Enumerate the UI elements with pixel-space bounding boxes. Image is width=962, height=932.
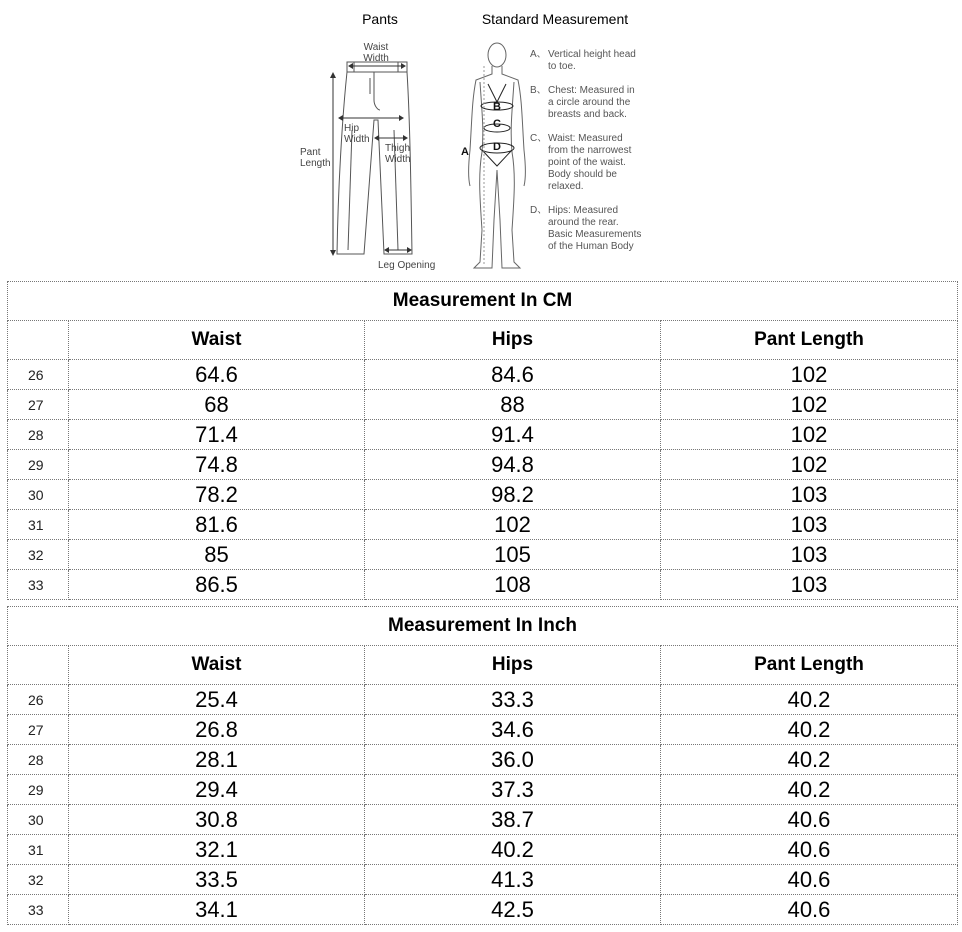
note-c-line3: point of the waist.	[548, 157, 626, 168]
size-cell: 31	[8, 510, 69, 540]
size-cell: 26	[8, 360, 69, 390]
hips-cell: 108	[365, 570, 661, 600]
note-d-line4: of the Human Body	[548, 241, 634, 252]
note-c-marker: C、	[530, 133, 548, 144]
pant-length-cell: 103	[661, 480, 958, 510]
size-cell: 29	[8, 450, 69, 480]
waist-width-label-line1: Waist	[363, 42, 389, 53]
waist-cell: 86.5	[69, 570, 365, 600]
table-row	[8, 685, 958, 715]
size-cell: 33	[8, 895, 69, 925]
leg-opening-label: Leg Opening	[378, 260, 436, 271]
pant-length-cell: 103	[661, 540, 958, 570]
hips-cell: 98.2	[365, 480, 661, 510]
note-b-line1: Chest: Measured in	[548, 85, 635, 96]
table-row	[8, 570, 958, 600]
size-cell: 29	[8, 775, 69, 805]
table-row	[8, 480, 958, 510]
note-a-marker: A、	[530, 49, 547, 60]
pant-length-cell: 102	[661, 360, 958, 390]
body-figure	[469, 43, 526, 268]
size-cell: 32	[8, 865, 69, 895]
note-c-line4: Body should be	[548, 169, 617, 180]
note-d-line1: Hips: Measured	[548, 205, 619, 216]
header-waist: Waist	[69, 646, 365, 685]
waist-cell: 78.2	[69, 480, 365, 510]
table-row	[8, 895, 958, 925]
waist-cell: 64.6	[69, 360, 365, 390]
size-cell: 33	[8, 570, 69, 600]
table-row	[8, 805, 958, 835]
pant-length-cell: 40.2	[661, 745, 958, 775]
waist-cell: 29.4	[69, 775, 365, 805]
thigh-width-label-line1: Thigh	[385, 143, 411, 154]
size-cell: 30	[8, 805, 69, 835]
table-row	[8, 835, 958, 865]
table-row	[8, 865, 958, 895]
standard-measurement-title: Standard Measurement	[481, 11, 629, 27]
note-d-marker: D、	[530, 205, 548, 216]
table-row	[8, 715, 958, 745]
table-row	[8, 360, 958, 390]
size-cell: 28	[8, 420, 69, 450]
hips-cell: 41.3	[365, 865, 661, 895]
hips-cell: 37.3	[365, 775, 661, 805]
table-row	[8, 510, 958, 540]
table-row	[8, 540, 958, 570]
note-b-marker: B、	[530, 85, 547, 96]
waist-cell: 25.4	[69, 685, 365, 715]
body-letter-b: B	[493, 101, 501, 113]
header-waist: Waist	[69, 321, 365, 360]
table-row	[8, 420, 958, 450]
body-letter-a: A	[461, 146, 469, 158]
note-a-line1: Vertical height head	[548, 49, 636, 60]
hip-width-label-line1: Hip	[344, 123, 360, 134]
size-table-inch	[7, 606, 958, 925]
pant-length-cell: 40.6	[661, 835, 958, 865]
table-row	[8, 745, 958, 775]
waist-cell: 28.1	[69, 745, 365, 775]
header-pant-length: Pant Length	[661, 646, 958, 685]
header-size	[8, 321, 69, 360]
size-cell: 26	[8, 685, 69, 715]
hips-cell: 33.3	[365, 685, 661, 715]
body-letter-d: D	[493, 141, 501, 153]
measurement-illustration	[290, 0, 710, 276]
pant-length-cell: 40.2	[661, 715, 958, 745]
note-b-line3: breasts and back.	[548, 109, 627, 120]
waist-cell: 71.4	[69, 420, 365, 450]
hips-cell: 105	[365, 540, 661, 570]
table-title-inch: Measurement In Inch	[8, 607, 958, 646]
hips-cell: 38.7	[365, 805, 661, 835]
note-c-line2: from the narrowest	[548, 145, 632, 156]
pant-length-cell: 40.6	[661, 865, 958, 895]
waist-cell: 32.1	[69, 835, 365, 865]
hips-cell: 84.6	[365, 360, 661, 390]
waist-cell: 33.5	[69, 865, 365, 895]
size-cell: 31	[8, 835, 69, 865]
waist-cell: 30.8	[69, 805, 365, 835]
header-size	[8, 646, 69, 685]
note-c-line1: Waist: Measured	[548, 133, 623, 144]
pant-length-cell: 102	[661, 420, 958, 450]
pant-length-label-line2: Length	[300, 158, 331, 169]
size-cell: 28	[8, 745, 69, 775]
pant-length-cell: 40.2	[661, 685, 958, 715]
waist-cell: 81.6	[69, 510, 365, 540]
hips-cell: 94.8	[365, 450, 661, 480]
size-cell: 32	[8, 540, 69, 570]
size-cell: 27	[8, 390, 69, 420]
hips-cell: 102	[365, 510, 661, 540]
pant-length-label-line1: Pant	[300, 147, 321, 158]
body-letter-c: C	[493, 118, 501, 130]
note-d-line3: Basic Measurements	[548, 229, 642, 240]
note-b-line2: a circle around the	[548, 97, 631, 108]
table-title-cm: Measurement In CM	[8, 282, 958, 321]
waist-width-label-line2: Width	[363, 53, 389, 64]
hips-cell: 34.6	[365, 715, 661, 745]
table-row	[8, 390, 958, 420]
note-c-line5: relaxed.	[548, 181, 584, 192]
waist-cell: 68	[69, 390, 365, 420]
size-cell: 27	[8, 715, 69, 745]
size-table-cm	[7, 281, 958, 600]
waist-cell: 74.8	[69, 450, 365, 480]
table-row	[8, 775, 958, 805]
header-pant-length: Pant Length	[661, 321, 958, 360]
pant-length-cell: 103	[661, 570, 958, 600]
pant-length-cell: 103	[661, 510, 958, 540]
waist-cell: 34.1	[69, 895, 365, 925]
hips-cell: 88	[365, 390, 661, 420]
pant-length-cell: 40.6	[661, 805, 958, 835]
note-d-line2: around the rear.	[548, 217, 619, 228]
thigh-width-label-line2: Width	[385, 154, 411, 165]
waist-cell: 26.8	[69, 715, 365, 745]
pant-length-cell: 40.2	[661, 775, 958, 805]
hips-cell: 40.2	[365, 835, 661, 865]
size-cell: 30	[8, 480, 69, 510]
header-hips: Hips	[365, 646, 661, 685]
hip-width-label-line2: Width	[344, 134, 370, 145]
hips-cell: 42.5	[365, 895, 661, 925]
hips-cell: 36.0	[365, 745, 661, 775]
note-a-line2: to toe.	[548, 61, 576, 72]
measurement-figure	[290, 0, 710, 276]
waist-cell: 85	[69, 540, 365, 570]
table-row	[8, 450, 958, 480]
pant-length-cell: 102	[661, 450, 958, 480]
pant-length-cell: 40.6	[661, 895, 958, 925]
pants-title: Pants	[362, 11, 398, 27]
hips-cell: 91.4	[365, 420, 661, 450]
pant-length-cell: 102	[661, 390, 958, 420]
header-hips: Hips	[365, 321, 661, 360]
